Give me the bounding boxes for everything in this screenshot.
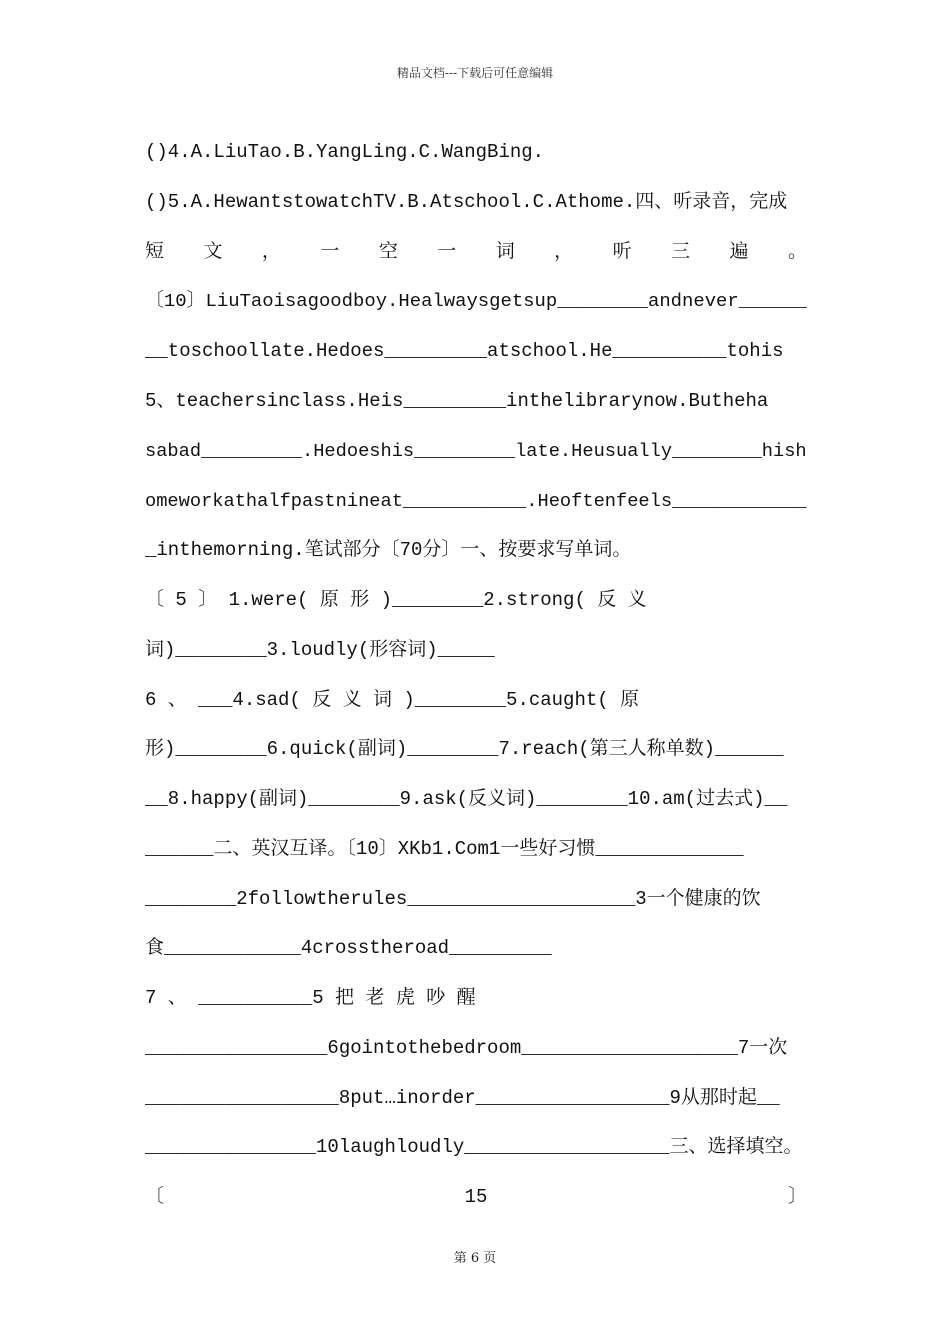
- text-token: 。: [787, 240, 807, 262]
- text-token: ，: [554, 240, 574, 262]
- text-token: 三: [671, 240, 691, 262]
- text-token: 词: [495, 240, 515, 262]
- text-line-7: sabad_________.Hedoeshis_________late.Heusually________hish: [145, 440, 807, 462]
- text-line-14: __8.happy(副词)________9.ask(反义词)________10.am(过去式)__: [145, 788, 788, 810]
- text-line-9: _inthemorning.笔试部分〔70分〕一、按要求写单词。: [145, 539, 632, 561]
- text-line-10: 〔 5 〕 1.were( 原 形 )________2.strong( 反 义: [145, 589, 647, 611]
- text-token: 遍: [729, 240, 749, 262]
- text-token: 文: [203, 240, 223, 262]
- text-token: 15: [464, 1186, 488, 1208]
- text-line-18: 7 、 __________5 把 老 虎 吵 醒: [145, 987, 476, 1009]
- text-token: 一: [437, 240, 457, 262]
- text-line-5: __toschoollate.Hedoes_________atschool.He__________tohis: [145, 340, 784, 362]
- text-line-13: 形)________6.quick(副词)________7.reach(第三人称单数)______: [145, 738, 784, 760]
- text-token: 空: [378, 240, 398, 262]
- text-line-6: 5、teachersinclass.Heis_________inthelibrarynow.Butheha: [145, 390, 769, 412]
- text-line-15: ______二、英汉互译。〔10〕XKb1.Com1一些好习惯_____________: [145, 838, 744, 860]
- text-line-19: ________________6gointothebedroom___________________7一次: [145, 1037, 788, 1059]
- page-header: 精品文档---下载后可任意编辑: [396, 66, 554, 80]
- text-line-4: 〔10〕LiuTaoisagoodboy.Healwaysgetsup________andnever______: [145, 290, 807, 312]
- text-token: 短: [145, 240, 165, 262]
- text-line-17: 食____________4crosstheroad_________: [145, 937, 552, 959]
- text-line-22: [145, 1182, 807, 1212]
- text-line-11: 词)________3.loudly(形容词)_____: [145, 639, 495, 661]
- text-token: 〕: [787, 1186, 807, 1208]
- text-line-3: [145, 236, 807, 266]
- text-line-20: _________________8put…inorder_________________9从那时起__: [145, 1087, 780, 1109]
- text-token: 〔: [145, 1186, 165, 1208]
- text-line-21: _______________10laughloudly__________________三、选择填空。: [145, 1136, 803, 1158]
- text-line-8: omeworkathalfpastnineat___________.Heoftenfeels____________: [145, 490, 807, 512]
- text-line-1: ()4.A.LiuTao.B.YangLing.C.WangBing.: [145, 141, 545, 163]
- text-token: 一: [320, 240, 340, 262]
- text-token: 听: [612, 240, 632, 262]
- text-line-2: ()5.A.HewantstowatchTV.B.Atschool.C.Athome.四、听录音，完成: [145, 191, 788, 213]
- text-line-16: ________2followtherules____________________3一个健康的饮: [145, 888, 761, 910]
- page-footer: 第 6 页: [453, 1251, 497, 1266]
- text-token: ，: [261, 240, 281, 262]
- text-line-12: 6 、 ___4.sad( 反 义 词 )________5.caught( 原: [145, 689, 640, 711]
